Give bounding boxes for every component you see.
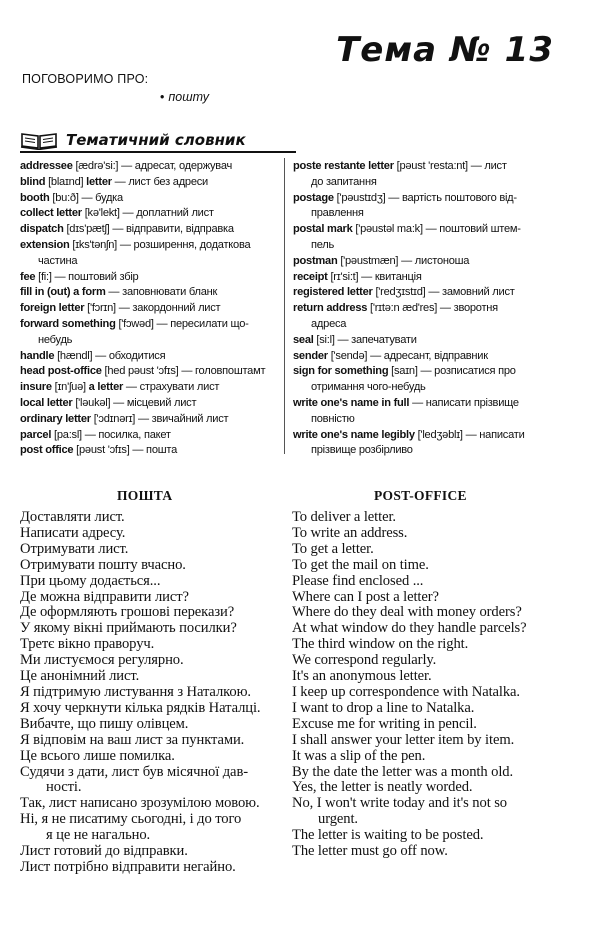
phrase-row xyxy=(292,605,584,621)
phrase-row xyxy=(292,701,584,717)
phrase-text: Yes, the letter is neatly worded. xyxy=(292,779,473,796)
entry-definition: ['pəustɪdʒ] — вартість поштового від- xyxy=(333,191,517,204)
phrase-continuation: ності. xyxy=(46,779,82,796)
phrase-row xyxy=(292,685,584,701)
phrase-row xyxy=(20,605,290,621)
entry-definition: — лист без адреси xyxy=(111,175,209,188)
vocabulary-entry xyxy=(293,428,583,460)
phrase-row xyxy=(20,796,290,812)
entry-definition: [ɪn'ʃuə] xyxy=(51,381,89,394)
entry-definition: ['fɔwəd] — пересилати що- xyxy=(115,317,249,330)
entry-definition: [blaɪnd] xyxy=(45,175,87,188)
phrase-text: Where do they deal with money orders? xyxy=(292,604,522,621)
entry-headword: seal xyxy=(293,333,314,346)
entry-definition: ['fɔrɪn] — закордонний лист xyxy=(84,302,221,315)
entry-definition-continuation: правлення xyxy=(311,207,364,220)
vocabulary-entry xyxy=(293,222,583,254)
phrase-row xyxy=(20,558,290,574)
phrase-text: I shall answer your letter item by item. xyxy=(292,731,515,748)
phrases-ukrainian-column xyxy=(20,510,290,876)
phrase-row xyxy=(20,812,290,844)
entry-definition: [rɪ'si:t] — квитанція xyxy=(327,270,422,283)
phrases-heading-english: POST-OFFICE xyxy=(374,488,467,503)
phrase-text: Я хочу черкнути кілька рядків Наталці. xyxy=(20,699,261,716)
phrase-row xyxy=(20,621,290,637)
phrase-row xyxy=(292,717,584,733)
talk-about-item xyxy=(160,90,209,104)
vocabulary-entry xyxy=(20,412,290,428)
entry-definition-continuation: адреса xyxy=(311,317,347,330)
entry-headword: write one's name legibly xyxy=(293,428,415,441)
phrase-row xyxy=(20,669,290,685)
entry-headword: foreign letter xyxy=(20,302,85,315)
entry-definition: [hændl] — обходитися xyxy=(54,349,166,362)
entry-headword: postman xyxy=(293,254,338,267)
entry-headword: ordinary letter xyxy=(20,412,91,425)
phrase-row xyxy=(292,526,584,542)
entry-headword: registered letter xyxy=(293,286,373,299)
phrase-row xyxy=(292,621,584,637)
phrase-row xyxy=(20,590,290,606)
entry-definition: ['sendə] — адресант, відправник xyxy=(327,349,488,362)
entry-definition: ['rɪtə:n æd'res] — зворотня xyxy=(367,302,498,315)
phrase-text: By the date the letter was a month old. xyxy=(292,763,514,780)
phrase-continuation: urgent. xyxy=(318,811,358,828)
entry-headword: handle xyxy=(20,349,55,362)
vocabulary-entry xyxy=(293,270,583,286)
phrase-row xyxy=(20,860,290,876)
phrase-row xyxy=(292,653,584,669)
phrase-row xyxy=(292,510,584,526)
entry-definition-continuation: прізвище розбірливо xyxy=(311,444,413,457)
phrase-text: It was a slip of the pen. xyxy=(292,747,426,764)
entry-headword: extension xyxy=(20,238,70,251)
vocabulary-entry xyxy=(20,443,290,459)
vocabulary-entry xyxy=(293,254,583,270)
vocabulary-entry xyxy=(20,270,290,286)
phrase-text: Вибачте, що пишу олівцем. xyxy=(20,715,189,732)
phrase-text: I want to drop a line to Natalka. xyxy=(292,699,475,716)
phrase-text: Лист потрібно відправити негайно. xyxy=(20,858,236,875)
phrase-text: Я відповім на ваш лист за пунктами. xyxy=(20,731,245,748)
phrase-text: To deliver a letter. xyxy=(292,509,396,525)
entry-definition: [fi:] — поштовий збір xyxy=(35,270,139,283)
phrase-row xyxy=(292,669,584,685)
entry-headword: dispatch xyxy=(20,223,64,236)
vocabulary-entry xyxy=(20,364,290,380)
entry-headword: fill in (out) a form xyxy=(20,286,106,299)
entry-definition: [dɪs'pætʃ] — відправити, відправка xyxy=(63,223,234,236)
vocabulary-entry xyxy=(20,301,290,317)
entry-headword: fee xyxy=(20,270,36,283)
vocabulary-entry xyxy=(293,364,583,396)
phrase-row xyxy=(20,844,290,860)
entry-headword: insure xyxy=(20,381,52,394)
phrase-row xyxy=(292,828,584,844)
phrase-text: Excuse me for writing in pencil. xyxy=(292,715,477,732)
entry-definition: ['ləukəl] — місцевий лист xyxy=(72,396,197,409)
vocabulary-left-column xyxy=(20,159,290,459)
phrases-english-column xyxy=(292,510,584,860)
entry-definition: [pəust 'ɔfɪs] — пошта xyxy=(73,444,178,457)
open-book-icon xyxy=(20,130,58,150)
vocabulary-rule xyxy=(20,151,296,153)
phrase-text: Ні, я не писатиму сьогодні, і до того xyxy=(20,811,242,828)
phrase-text: The letter is waiting to be posted. xyxy=(292,827,484,844)
entry-definition-continuation: пель xyxy=(311,238,335,251)
vocabulary-entry xyxy=(20,191,290,207)
vocabulary-entry xyxy=(20,159,290,175)
entry-headword: sender xyxy=(293,349,328,362)
vocabulary-entry xyxy=(20,380,290,396)
phrase-row xyxy=(292,749,584,765)
entry-headword: receipt xyxy=(293,270,328,283)
entry-definition: ['ɔdɪnərɪ] — звичайний лист xyxy=(90,412,229,425)
entry-definition-continuation: частина xyxy=(38,254,78,267)
entry-definition: — написати прізвище xyxy=(409,396,519,409)
entry-headword: postage xyxy=(293,191,334,204)
phrase-text: Судячи з дати, лист був місячної дав- xyxy=(20,763,248,780)
entry-definition-continuation: повністю xyxy=(311,412,355,425)
entry-definition: ['pəustəl ma:k] — поштовий штем- xyxy=(352,223,521,236)
phrase-text: Я підтримую листування з Наталкою. xyxy=(20,683,251,700)
phrase-text: Так, лист написано зрозумілою мовою. xyxy=(20,795,260,812)
phrase-text: It's an anonymous letter. xyxy=(292,668,432,685)
phrase-text: Це анонімний лист. xyxy=(20,668,140,685)
entry-headword: forward something xyxy=(20,317,116,330)
entry-definition: [ædrə'si:] — адресат, одержувач xyxy=(72,160,233,172)
entry-headword: collect letter xyxy=(20,207,82,220)
entry-definition: [pa:sl] — посилка, пакет xyxy=(51,428,171,441)
phrase-text: Отримувати пошту вчасно. xyxy=(20,556,186,573)
vocabulary-entry xyxy=(293,159,583,191)
phrase-continuation: я це не нагально. xyxy=(46,827,151,844)
vocabulary-entry xyxy=(20,428,290,444)
phrase-text: No, I won't write today and it's not so xyxy=(292,795,507,812)
phrase-row xyxy=(20,653,290,669)
vocabulary-entry xyxy=(293,191,583,223)
phrase-text: To write an address. xyxy=(292,524,408,541)
phrase-row xyxy=(292,796,584,828)
vocabulary-header xyxy=(20,130,246,150)
entry-definition: — страхувати лист xyxy=(123,381,220,394)
entry-headword: addressee xyxy=(20,160,73,172)
entry-definition: ['pəustmæn] — листоноша xyxy=(337,254,470,267)
vocabulary-entry xyxy=(293,333,583,349)
column-divider xyxy=(284,158,285,454)
vocabulary-entry xyxy=(20,285,290,301)
vocabulary-entry xyxy=(20,206,290,222)
entry-headword: sign for something xyxy=(293,365,389,378)
phrase-text: Отримувати лист. xyxy=(20,540,129,557)
vocabulary-entry xyxy=(20,222,290,238)
phrase-row xyxy=(20,637,290,653)
phrase-row xyxy=(20,765,290,797)
phrase-text: To get the mail on time. xyxy=(292,556,429,573)
vocabulary-entry xyxy=(293,396,583,428)
entry-headword: blind xyxy=(20,175,46,188)
phrase-row xyxy=(20,701,290,717)
entry-definition: ['redʒɪstɪd] — замовний лист xyxy=(372,286,515,299)
phrase-row xyxy=(292,844,584,860)
vocabulary-entry xyxy=(20,317,290,349)
entry-headword: post office xyxy=(20,444,74,457)
phrase-row xyxy=(20,733,290,749)
entry-definition: ['ledʒəblɪ] — написати xyxy=(414,428,525,441)
phrase-row xyxy=(20,526,290,542)
entry-definition: — заповнювати бланк xyxy=(105,286,218,299)
phrase-text: Третє вікно праворуч. xyxy=(20,636,155,653)
phrase-row xyxy=(292,558,584,574)
entry-definition: [ɪks'tənʃn] — розширення, додаткова xyxy=(69,238,251,251)
talk-about-label: ПОГОВОРИМО ПРО: xyxy=(22,72,149,86)
entry-definition: [pəust 'resta:nt] — лист xyxy=(393,160,507,172)
phrase-row xyxy=(292,590,584,606)
phrase-row xyxy=(292,733,584,749)
vocabulary-right-column xyxy=(293,159,583,459)
phrase-text: Ми листуємося регулярно. xyxy=(20,652,184,669)
phrase-text: The letter must go off now. xyxy=(292,843,448,860)
phrase-text: The third window on the right. xyxy=(292,636,469,653)
phrase-text: Where can I post a letter? xyxy=(292,588,439,605)
vocabulary-entry xyxy=(20,175,290,191)
vocabulary-entry xyxy=(293,285,583,301)
phrase-row xyxy=(20,749,290,765)
vocabulary-entry xyxy=(293,349,583,365)
page-title: Тема № 13 xyxy=(336,30,554,70)
entry-definition: [hed pəust 'ɔfɪs] — головпоштамт xyxy=(101,365,266,378)
vocabulary-entry xyxy=(293,301,583,333)
vocabulary-entry xyxy=(20,238,290,270)
entry-headword: poste restante letter xyxy=(293,160,394,172)
phrase-text: При цьому додається... xyxy=(20,572,161,589)
entry-headword: return address xyxy=(293,302,368,315)
phrase-row xyxy=(292,542,584,558)
phrase-text: У якому вікні приймають посилки? xyxy=(20,620,237,637)
phrase-row xyxy=(292,765,584,781)
entry-headword: parcel xyxy=(20,428,52,441)
vocabulary-title: Тематичний словник xyxy=(66,131,246,149)
phrase-text: Please find enclosed ... xyxy=(292,572,424,589)
phrase-row xyxy=(292,780,584,796)
bullet-icon: • xyxy=(160,90,165,104)
phrase-text: Це всього лише помилка. xyxy=(20,747,175,764)
entry-definition: [si:l] — запечатувати xyxy=(313,333,417,346)
entry-headword: local letter xyxy=(20,396,73,409)
phrase-text: At what window do they handle parcels? xyxy=(292,620,527,637)
vocabulary-entry xyxy=(20,349,290,365)
phrase-text: Написати адресу. xyxy=(20,524,126,541)
entry-definition: [kə'lekt] — доплатний лист xyxy=(81,207,214,220)
entry-definition-continuation: отримання чого-небудь xyxy=(311,381,426,394)
entry-headword: write one's name in full xyxy=(293,396,410,409)
entry-headword: postal mark xyxy=(293,223,353,236)
vocabulary-entry xyxy=(20,396,290,412)
entry-definition: [saɪn] — розписатися про xyxy=(388,365,516,378)
talk-about-item-text: пошту xyxy=(168,90,209,104)
entry-headword: letter xyxy=(86,175,112,188)
entry-headword: booth xyxy=(20,191,50,204)
phrase-text: Доставляти лист. xyxy=(20,509,125,525)
phrase-row xyxy=(20,574,290,590)
entry-definition-continuation: небудь xyxy=(38,333,73,346)
phrase-text: Де оформляють грошові перекази? xyxy=(20,604,235,621)
phrase-text: Лист готовий до відправки. xyxy=(20,843,188,860)
phrase-row xyxy=(20,717,290,733)
phrase-row xyxy=(292,637,584,653)
entry-definition-continuation: до запитання xyxy=(311,175,377,188)
phrase-text: To get a letter. xyxy=(292,540,374,557)
phrases-heading-ukrainian: ПОШТА xyxy=(117,488,173,503)
entry-headword: head post-office xyxy=(20,365,102,378)
phrase-row xyxy=(20,510,290,526)
phrase-row xyxy=(292,574,584,590)
entry-headword: a letter xyxy=(88,381,124,394)
phrase-text: We correspond regularly. xyxy=(292,652,437,669)
phrase-text: I keep up correspondence with Natalka. xyxy=(292,683,520,700)
entry-definition: [bu:ð] — будка xyxy=(49,191,123,204)
phrase-row xyxy=(20,542,290,558)
phrase-text: Де можна відправити лист? xyxy=(20,588,189,605)
phrase-row xyxy=(20,685,290,701)
